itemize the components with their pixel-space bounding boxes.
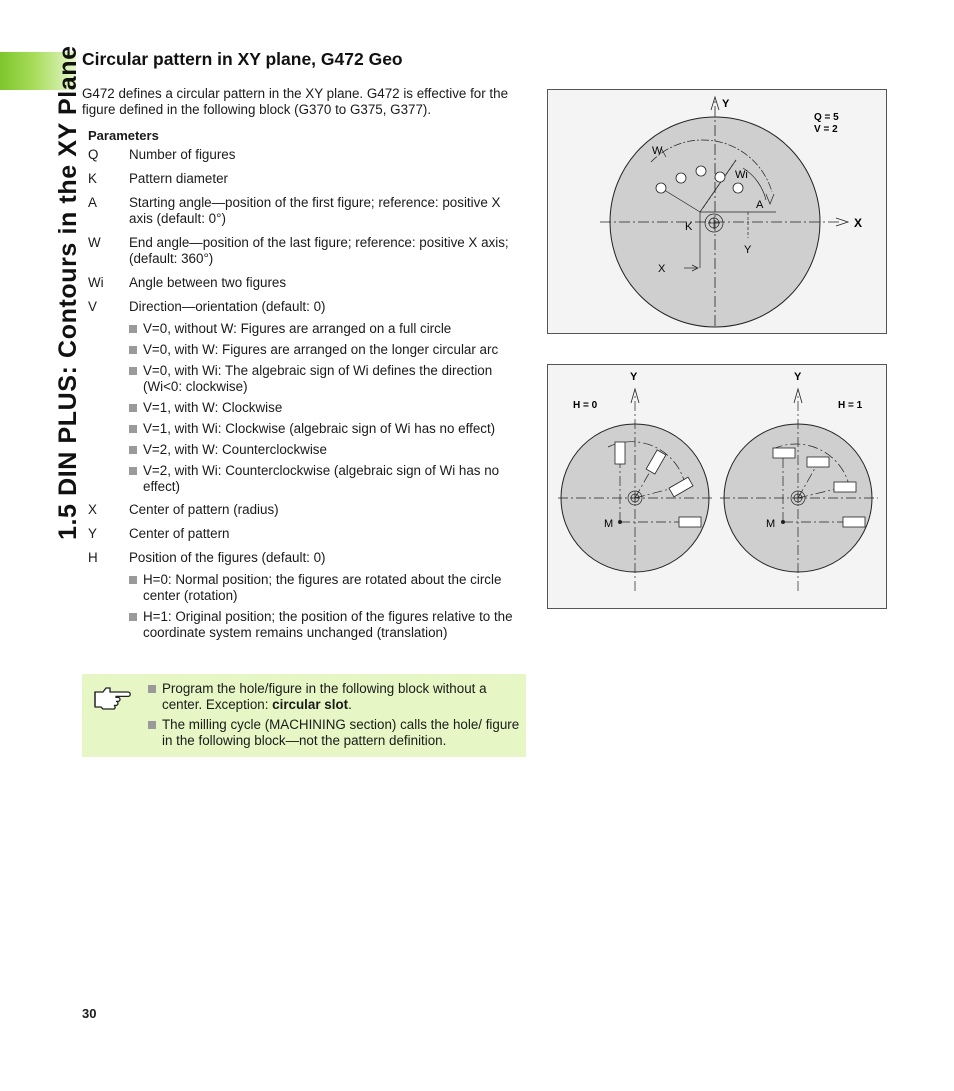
h0-label: H = 0	[573, 400, 598, 411]
param-key: Y	[88, 526, 97, 541]
label-m: M	[766, 518, 776, 530]
param-x	[88, 502, 528, 518]
h1-diagram	[720, 371, 878, 591]
param-key: H	[88, 550, 98, 565]
page-number: 30	[82, 1006, 97, 1021]
param-desc: Angle between two figures	[129, 275, 287, 290]
param-key: A	[88, 195, 97, 210]
bullet-square-icon	[129, 425, 137, 433]
parameters-section	[88, 128, 528, 648]
bullet-square-icon	[129, 367, 137, 375]
bold-term: circular slot	[272, 697, 349, 712]
list-item: Program the hole/figure in the following block without a center. Exception: circular slot.	[148, 681, 520, 713]
list-item: V=2, with Wi: Counterclockwise (algebraic sign of Wi has no effect)	[129, 463, 528, 495]
m-point-icon	[781, 520, 785, 524]
param-q	[88, 147, 528, 163]
hole-marker	[656, 183, 666, 193]
param-desc: Starting angle—position of the first figure; reference: positive X axis (default: 0°)	[129, 195, 501, 226]
bullet-square-icon	[129, 404, 137, 412]
hole-marker	[696, 166, 706, 176]
param-k	[88, 171, 528, 187]
param-key: Q	[88, 147, 99, 162]
label-m: M	[604, 518, 614, 530]
section-heading: Circular pattern in XY plane, G472 Geo	[82, 49, 403, 69]
param-key: K	[88, 171, 97, 186]
label-k: K	[685, 221, 693, 233]
x-axis-label: X	[854, 216, 863, 230]
param-a	[88, 195, 528, 227]
note-list	[148, 681, 520, 753]
side-chapter-title-text: 1.5 DIN PLUS: Contours in the XY Plane	[54, 45, 82, 540]
label-wi: Wi	[735, 169, 748, 181]
v-bullet-list	[88, 321, 528, 495]
param-key: W	[88, 235, 101, 250]
figure-rect	[679, 517, 701, 527]
figure-rect	[843, 517, 865, 527]
label-y: Y	[744, 244, 752, 256]
param-key: X	[88, 502, 97, 517]
figure-circular-pattern-drawing	[548, 90, 886, 333]
list-item: V=1, with W: Clockwise	[129, 400, 528, 416]
q-value-label: Q = 5	[814, 112, 839, 123]
list-item: V=0, without W: Figures are arranged on a full circle	[129, 321, 528, 337]
label-w: W	[652, 145, 663, 157]
param-w	[88, 235, 528, 267]
param-desc: Position of the figures (default: 0)	[129, 550, 326, 565]
list-item: V=1, with Wi: Clockwise (algebraic sign of Wi has no effect)	[129, 421, 528, 437]
param-desc: End angle—position of the last figure; reference: positive X axis; (default: 360°)	[129, 235, 509, 266]
param-desc: Center of pattern (radius)	[129, 502, 279, 517]
bullet-square-icon	[148, 721, 156, 729]
list-item: H=0: Normal position; the figures are rotated about the circle center (rotation)	[129, 572, 528, 604]
list-item: H=1: Original position; the position of the figures relative to the coordinate system remains unchanged (translation)	[129, 609, 528, 641]
hole-marker	[715, 172, 725, 182]
figure-circular-pattern	[547, 89, 887, 334]
note-box	[82, 674, 526, 757]
figure-rect	[807, 457, 829, 467]
bullet-square-icon	[129, 325, 137, 333]
bullet-square-icon	[129, 576, 137, 584]
param-wi	[88, 275, 528, 291]
list-item: V=0, with W: Figures are arranged on the longer circular arc	[129, 342, 528, 358]
list-item: V=0, with Wi: The algebraic sign of Wi defines the direction (Wi<0: clockwise)	[129, 363, 528, 395]
param-desc: Center of pattern	[129, 526, 230, 541]
h0-diagram	[558, 371, 714, 591]
list-item: The milling cycle (MACHINING section) calls the hole/ figure in the following block—not the pattern definition.	[148, 717, 520, 749]
intro-paragraph: G472 defines a circular pattern in the XY plane. G472 is effective for the figure defined in the following block (G370 to G375, G377).	[82, 86, 509, 117]
hole-marker	[676, 173, 686, 183]
h1-label: H = 1	[838, 400, 863, 411]
y-axis-label: Y	[722, 98, 730, 110]
pattern-center-icon	[628, 491, 642, 505]
figure-figure-positions	[547, 364, 887, 609]
label-a: A	[756, 199, 764, 211]
param-v	[88, 299, 528, 315]
bullet-square-icon	[129, 446, 137, 454]
v-value-label: V = 2	[814, 124, 838, 135]
label-x: X	[658, 263, 666, 275]
bullet-square-icon	[129, 613, 137, 621]
pattern-center-icon	[791, 491, 805, 505]
param-desc: Pattern diameter	[129, 171, 228, 186]
bullet-square-icon	[129, 346, 137, 354]
param-y	[88, 526, 528, 542]
figure-rect	[773, 448, 795, 458]
y-axis-label: Y	[630, 371, 638, 383]
hole-marker	[733, 183, 743, 193]
h-bullet-list	[88, 572, 528, 641]
figure-rect	[834, 482, 856, 492]
param-key: Wi	[88, 275, 104, 290]
figure-figure-positions-drawing	[548, 365, 886, 608]
bullet-square-icon	[129, 467, 137, 475]
pointing-hand-icon	[92, 684, 132, 710]
bullet-square-icon	[148, 685, 156, 693]
param-h	[88, 550, 528, 566]
param-key: V	[88, 299, 97, 314]
m-point-icon	[618, 520, 622, 524]
param-desc: Number of figures	[129, 147, 236, 162]
figure-rect	[615, 442, 625, 464]
param-desc: Direction—orientation (default: 0)	[129, 299, 326, 314]
list-item: V=2, with W: Counterclockwise	[129, 442, 528, 458]
y-axis-label: Y	[794, 371, 802, 383]
parameters-heading: Parameters	[88, 128, 159, 143]
